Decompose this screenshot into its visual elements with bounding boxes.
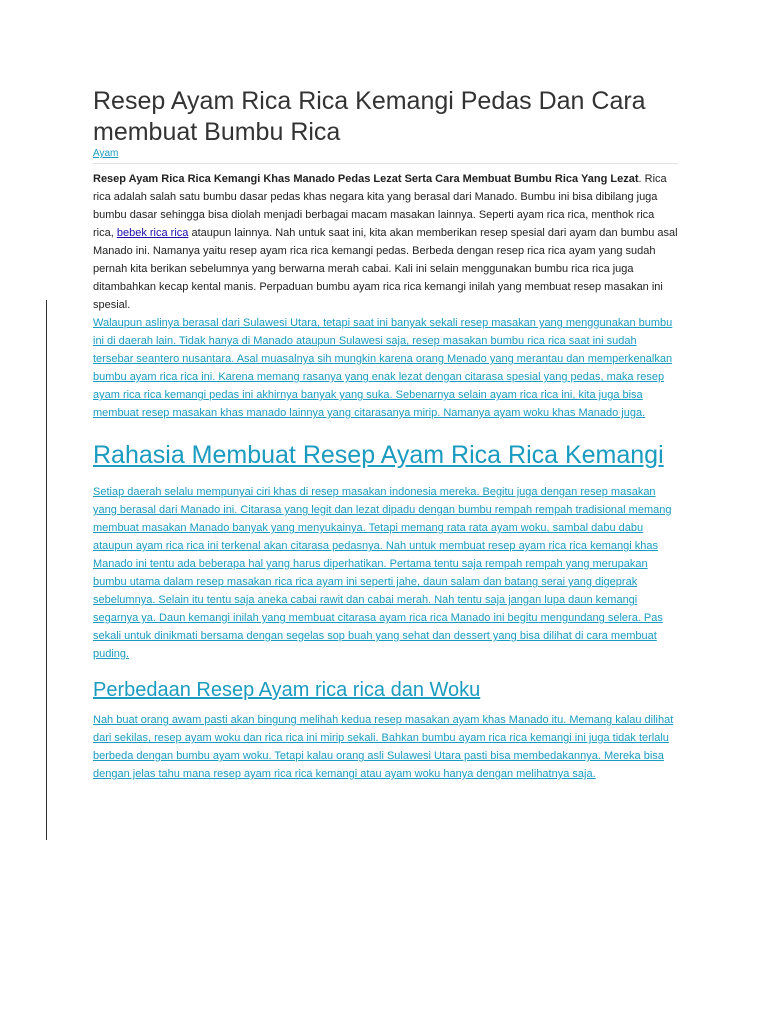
section-2-heading[interactable]: Perbedaan Resep Ayam rica rica dan Woku [93, 679, 481, 701]
paragraph-2-link[interactable]: Walaupun aslinya berasal dari Sulawesi Utara, tetapi saat ini banyak sekali resep masakan yang menggunakan bumbu ini di daerah lain. Tidak hanya di Manado ataupun Sulawesi saja, resep masakan bumbu rica rica saat ini sudah tersebar seantero nusantara. Asal muasalnya sih mungkin karena orang Menado yang merantau dan memperkenalkan bumbu ayam rica rica ini. Karena memang rasanya yang enak lezat dengan citarasa spesial yang pedas, maka resep ayam rica rica kemangi pedas ini akhirnya banyak yang suka. Sebenarnya selain ayam rica rica ini, kita juga bisa membuat resep masakan khas manado lainnya yang citarasanya mirip. Namanya ayam woku khas Manado juga. [93, 317, 673, 419]
section-1-heading[interactable]: Rahasia Membuat Resep Ayam Rica Rica Kemangi [93, 441, 664, 469]
title-divider [93, 163, 678, 164]
intro-text-1: Rica rica adalah salah satu bumbu dasar pedas khas negara kita yang berasal dari Manado. Bumbu ini bisa dibilang juga bumbu dasar sehingga bisa diolah menjadi berbagai macam masakan lainnya. Seperti ayam rica rica, menthok rica rica, [93, 173, 667, 239]
intro-text-2: ataupun lainnya. Nah untuk saat ini, kita akan memberikan resep spesial dari ayam dan bumbu asal Manado ini. Namanya yaitu resep ayam rica rica kemangi pedas. Berbeda dengan resep rica rica ayam yang sudah pernah kita berikan sebelumnya yang berwarna merah cabai. Kali ini selain menggunakan bumbu rica rica juga ditambahkan kecap kental manis. Perpaduan bumbu ayam rica rica kemangi inilah yang membuat resep masakan ini spesial. [93, 227, 678, 311]
article-title: Resep Ayam Rica Rica Kemangi Pedas Dan Cara membuat Bumbu Rica [93, 87, 646, 146]
category-link[interactable]: Ayam [93, 148, 119, 159]
intro-paragraph [93, 170, 678, 314]
section-1-body-link[interactable]: Setiap daerah selalu mempunyai ciri khas di resep masakan indonesia mereka. Begitu juga dengan resep masakan yang berasal dari Manado ini. Citarasa yang legit dan lezat dipadu dengan bumbu rempah rempah tradisional memang membuat masakan Manado banyak yang menyukainya. Tetapi memang rata rata ayam woku, sambal dabu dabu ataupun ayam rica rica ini terkenal akan citarasa pedasnya. Nah untuk membuat resep ayam rica rica kemangi khas Manado ini tentu ada beberapa hal yang harus diperhatikan. Pertama tentu saja rempah rempah yang merupakan bumbu utama dalam resep masakan rica rica ayam ini seperti jahe, daun salam dan batang serai yang digeprak sebelumnya. Selain itu tentu saja aneka cabai rawit dan cabai merah. Nah tentu saja jangan lupa daun kemangi segarnya ya. Daun kemangi inilah yang membuat citarasa ayam rica rica Manado ini begitu mengundang selera. Pas sekali untuk dinikmati bersama dengan segelas sop buah yang sehat dan dessert yang bisa dilihat di cara membuat puding. [93, 486, 672, 660]
intro-bold-text: Resep Ayam Rica Rica Kemangi Khas Manado Pedas Lezat Serta Cara Membuat Bumbu Rica Yang Lezat [93, 173, 639, 185]
intro-period: . [638, 173, 642, 185]
section-2-body-link[interactable]: Nah buat orang awam pasti akan bingung melihah kedua resep masakan ayam khas Manado itu. Memang kalau dilihat dari sekilas, resep ayam woku dan rica rica ini mirip sekali. Bahkan bumbu ayam rica rica kemangi ini juga tidak terlalu berbeda dengan bumbu ayam woku. Tetapi kalau orang asli Sulawesi Utara pasti bisa membedakannya. Mereka bisa dengan jelas tahu mana resep ayam rica rica kemangi atau ayam woku hanya dengan melihatnya saja. [93, 714, 674, 780]
page-margin-line [46, 300, 47, 840]
bebek-rica-rica-link[interactable]: bebek rica rica [116, 227, 189, 239]
article-page [93, 86, 678, 783]
